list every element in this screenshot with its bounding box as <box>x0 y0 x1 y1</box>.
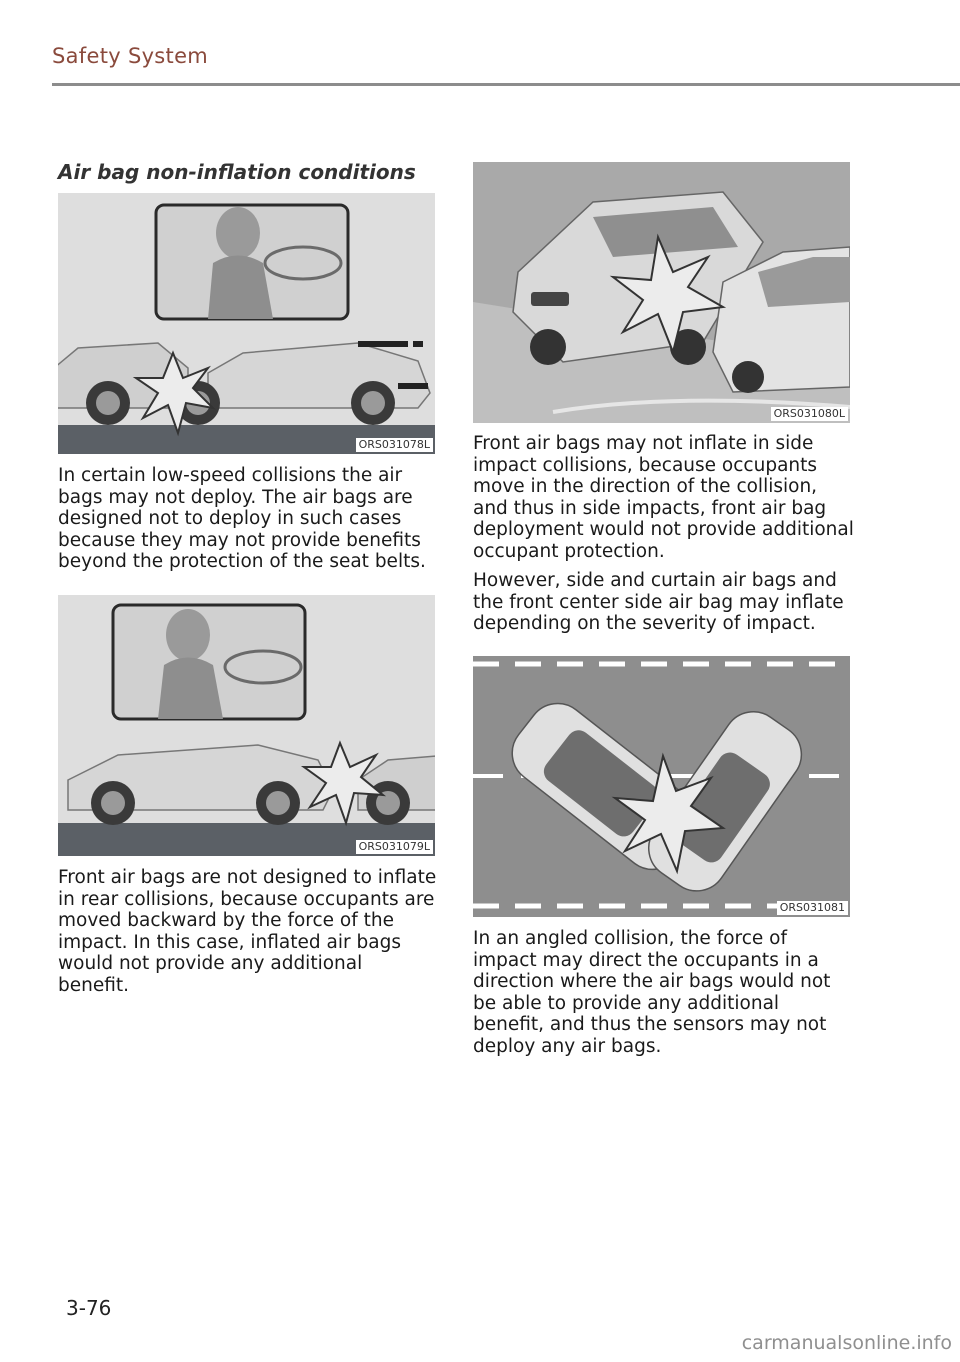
page-header-title: Safety System <box>52 44 209 68</box>
watermark-text: carmanualsonline.info <box>741 1332 952 1354</box>
low-speed-collision-illustration <box>58 193 435 454</box>
header-divider <box>52 83 960 86</box>
section-heading: Air bag non-inflation conditions <box>58 160 416 184</box>
paragraph-side-curtain: However, side and curtain air bags and the front center side air bag may inflate depending on the severity of impact. <box>473 570 844 634</box>
paragraph-angled-collision: In an angled collision, the force of impact may direct the occupants in a direction where the air bags would not be able to provide any additional benefit, and thus the sensors may not deploy any air bags. <box>473 928 831 1057</box>
figure-side-impact <box>473 162 850 423</box>
figure-code-label: ORS031078L <box>356 438 433 452</box>
rear-collision-illustration <box>58 595 435 856</box>
figure-rear-collision <box>58 595 435 856</box>
figure-low-speed-collision <box>58 193 435 454</box>
side-impact-illustration <box>473 162 850 423</box>
figure-code-label: ORS031079L <box>356 840 433 854</box>
figure-code-label: ORS031080L <box>771 407 848 421</box>
angled-collision-illustration <box>473 656 850 917</box>
paragraph-low-speed: In certain low-speed collisions the air bags may not deploy. The air bags are designed not to deploy in such cases because they may not provide benefits beyond the protection of the seat belts. <box>58 465 426 572</box>
figure-code-label: ORS031081 <box>777 901 848 915</box>
page-number: 3-76 <box>66 1296 112 1320</box>
figure-angled-collision <box>473 656 850 917</box>
paragraph-side-impact: Front air bags may not inflate in side impact collisions, because occupants move in the direction of the collision, and thus in side impacts, front air bag deployment would not provide additional occupant protection. <box>473 433 854 562</box>
paragraph-rear-collision: Front air bags are not designed to inflate in rear collisions, because occupants are moved backward by the force of the impact. In this case, inflated air bags would not provide any additional benefit. <box>58 867 437 996</box>
